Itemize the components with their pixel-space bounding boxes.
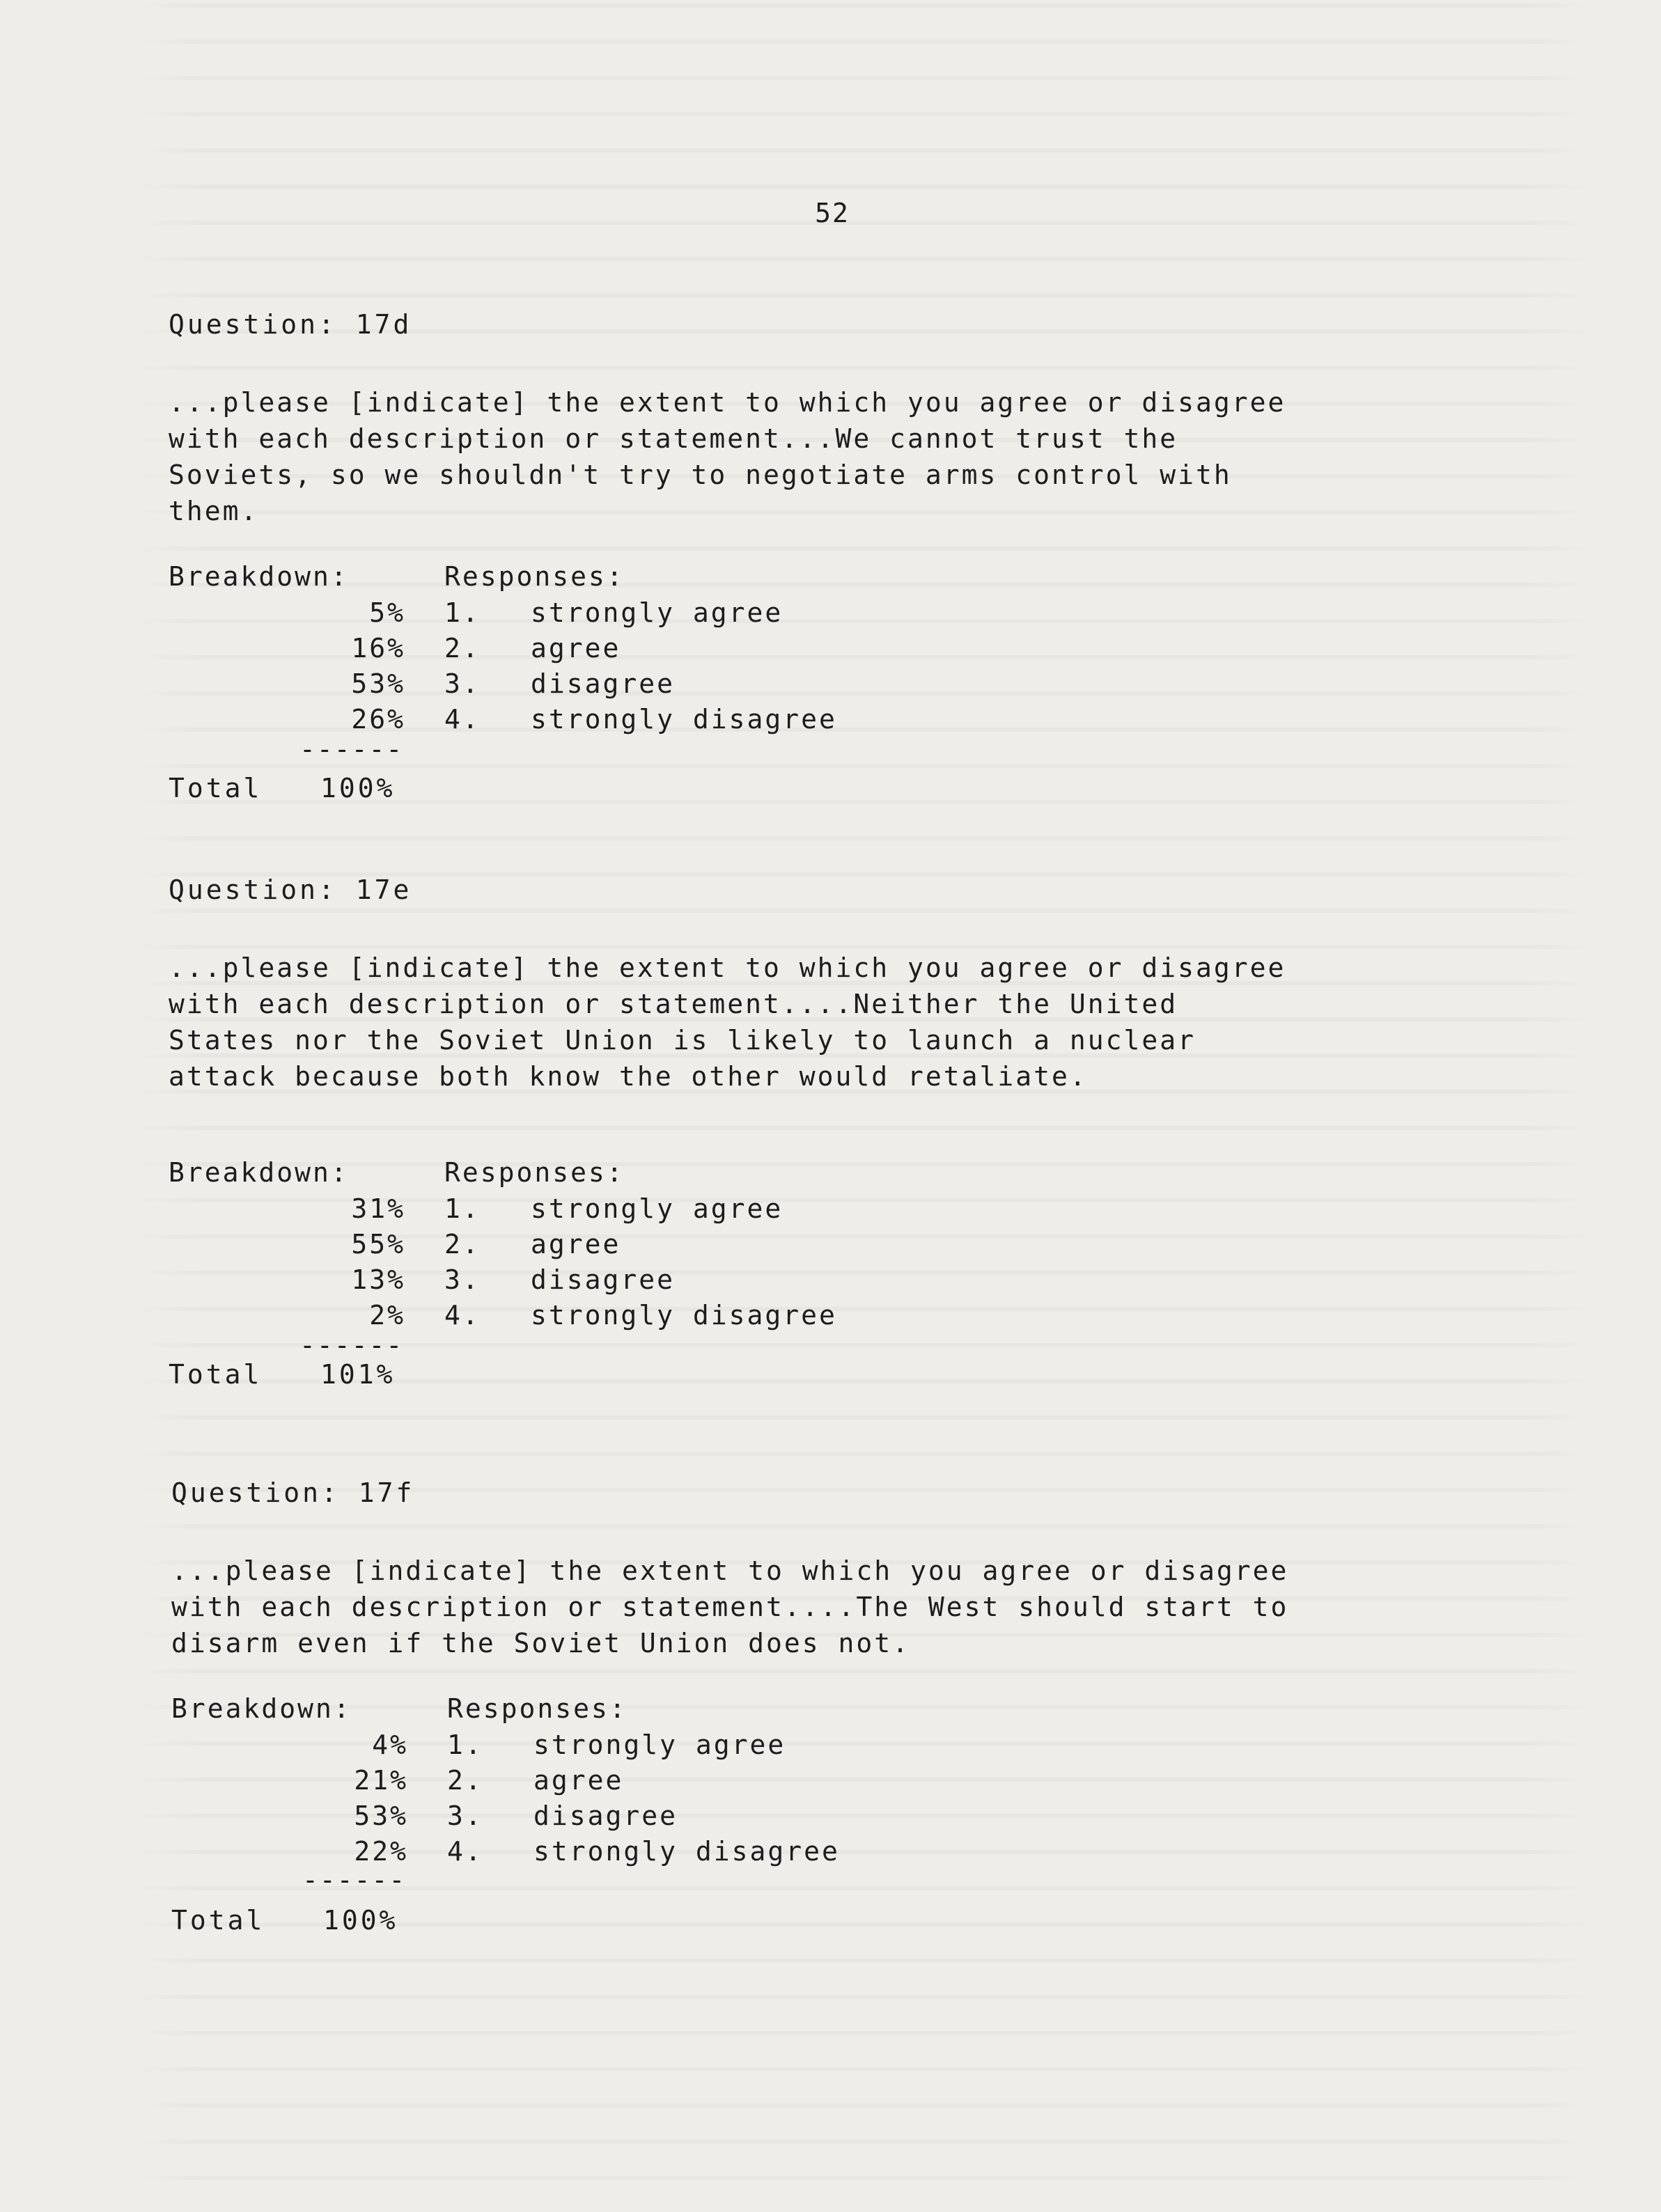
response-number: 2. [444,633,481,664]
statement-line: States nor the Soviet Union is likely to launch a nuclear [169,1025,1196,1056]
response-row [171,1801,1286,1836]
total-rule: ------ [302,1865,407,1895]
statement-line: disarm even if the Soviet Union does not. [171,1628,910,1658]
total-rule: ------ [299,734,404,764]
response-row [171,1765,1286,1801]
response-label: strongly disagree [531,1300,837,1331]
response-number: 2. [447,1765,483,1796]
total-value: 101% [320,1359,396,1390]
response-row [169,668,1283,704]
response-table-header [171,1693,1286,1729]
response-percent: 2% [369,1300,405,1331]
question-statement [169,384,1492,529]
question-statement [169,950,1492,1095]
response-label: strongly disagree [531,704,837,735]
response-percent: 4% [372,1729,408,1760]
response-number: 1. [444,597,481,628]
response-number: 1. [447,1729,483,1760]
response-row [169,633,1283,668]
responses-label: Responses: [444,1157,625,1188]
response-percent: 21% [354,1765,408,1796]
response-label: strongly agree [533,1729,786,1760]
response-percent: 22% [354,1836,408,1867]
question-statement [171,1553,1495,1661]
response-percent: 13% [351,1264,405,1295]
statement-line: ...please [indicate] the extent to which you agree or disagree [169,952,1286,983]
response-table [169,1157,1283,1390]
response-percent: 53% [351,668,405,699]
response-row [169,597,1283,633]
response-percent: 55% [351,1229,405,1260]
response-row [171,1729,1286,1765]
question-block-17d [169,309,1492,803]
question-title: Question: 17e [169,874,412,905]
response-number: 4. [447,1836,483,1867]
response-label: agree [531,633,621,664]
statement-line: ...please [indicate] the extent to which you agree or disagree [169,387,1286,418]
response-row [169,1193,1283,1229]
total-label: Total [169,1359,263,1390]
responses-label: Responses: [444,561,625,592]
response-label: disagree [533,1801,678,1831]
response-label: strongly agree [531,597,783,628]
total-value: 100% [323,1905,398,1936]
response-label: strongly disagree [533,1836,840,1867]
response-number: 3. [447,1801,483,1831]
response-table [171,1693,1286,1936]
statement-line: Soviets, so we shouldn't try to negotiate arms control with [169,460,1232,490]
responses-label: Responses: [447,1693,627,1724]
breakdown-label: Breakdown: [171,1693,352,1724]
question-block-17e [169,874,1492,1390]
statement-line: with each description or statement....The West should start to [171,1592,1289,1622]
response-table-header [169,561,1283,597]
response-label: strongly agree [531,1193,783,1224]
response-percent: 5% [369,597,405,628]
statement-line: with each description or statement....Neither the United [169,989,1178,1019]
response-percent: 53% [354,1801,408,1831]
response-percent: 16% [351,633,405,664]
page-number: 52 [815,198,850,228]
response-row [169,1264,1283,1300]
total-rule: ------ [299,1330,404,1360]
question-block-17f [171,1477,1495,1936]
response-percent: 26% [351,704,405,735]
question-title: Question: 17d [169,309,412,340]
total-value: 100% [320,773,396,803]
response-label: agree [533,1765,624,1796]
statement-line: them. [169,496,259,526]
response-label: disagree [531,668,676,699]
response-number: 4. [444,704,481,735]
total-label: Total [171,1905,265,1936]
response-number: 3. [444,668,481,699]
statement-line: attack because both know the other would retaliate. [169,1061,1088,1092]
response-number: 4. [444,1300,481,1331]
response-number: 2. [444,1229,481,1260]
response-table [169,561,1283,803]
statement-line: with each description or statement...We cannot trust the [169,423,1178,454]
statement-line: ...please [indicate] the extent to which you agree or disagree [171,1555,1289,1586]
response-percent: 31% [351,1193,405,1224]
response-label: disagree [531,1264,676,1295]
response-number: 3. [444,1264,481,1295]
breakdown-label: Breakdown: [169,1157,349,1188]
total-label: Total [169,773,263,803]
breakdown-label: Breakdown: [169,561,349,592]
response-row [169,1229,1283,1264]
question-title: Question: 17f [171,1477,415,1508]
response-label: agree [531,1229,621,1260]
response-number: 1. [444,1193,481,1224]
response-table-header [169,1157,1283,1193]
